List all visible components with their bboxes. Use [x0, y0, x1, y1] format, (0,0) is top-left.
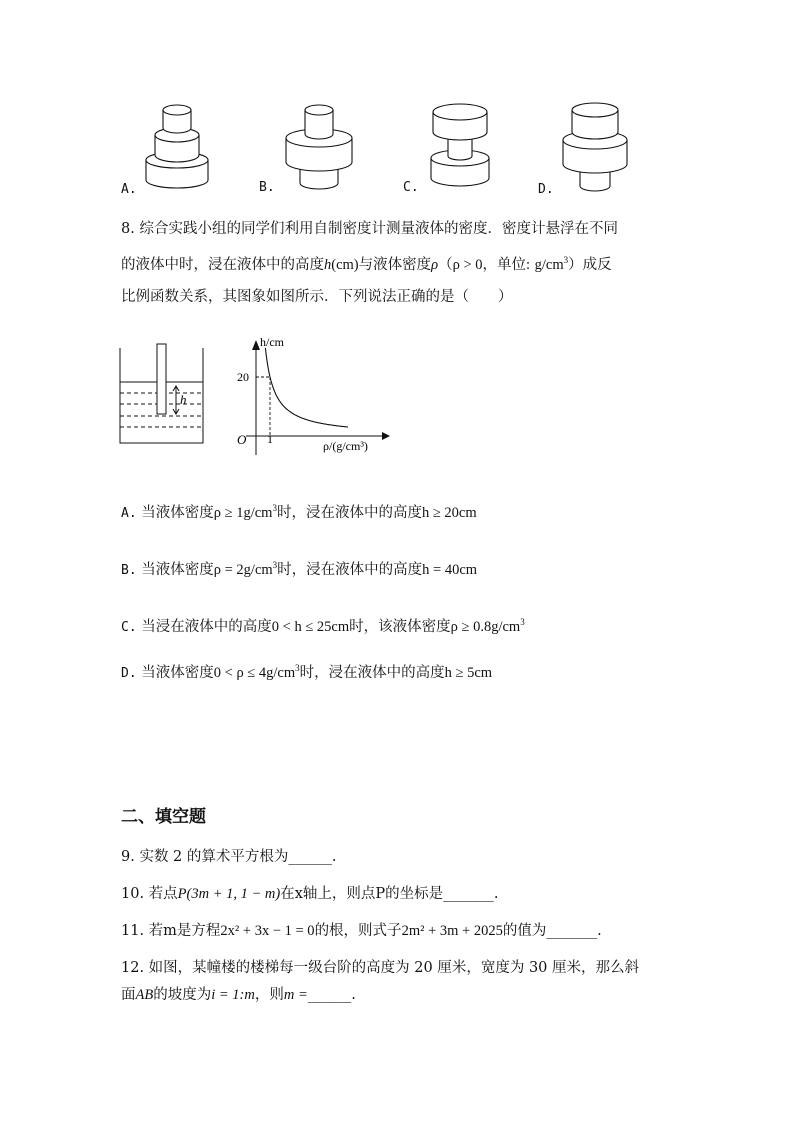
container-h-label: h	[180, 392, 187, 407]
y-axis-label: h/cm	[260, 335, 284, 349]
q10-blank: _______	[443, 886, 494, 902]
option-d-solid	[563, 103, 627, 191]
option-b-solid	[286, 105, 352, 189]
q8-option-c: C. 当浸在液体中的高度0 < h ≤ 25cm时，该液体密度$\rho \ge 0.8g/cm^3$	[121, 617, 525, 635]
q8-figure	[110, 330, 400, 460]
q11-blank: _______	[546, 923, 598, 939]
q11: 11. 若m是方程2x² + 3x − 1 = 0的根，则式子2m² + 3m + 2025的值为_______.	[121, 923, 602, 939]
q10: 10. 若点P(3m + 1, 1 − m)在x轴上，则点P的坐标是_______.	[121, 886, 499, 902]
x-axis-arrow	[382, 432, 390, 440]
q7-figures	[0, 0, 794, 200]
section-heading: 二、填空题	[121, 807, 206, 827]
q7-option-d-label: D.	[538, 182, 554, 197]
q8-option-d: D. 当液体密度$0 < \rho \le 4g/cm^3$时，浸在液体中的高度h ≥ 5cm	[121, 663, 493, 681]
container-diagram	[120, 344, 203, 443]
q8-option-b: B. 当液体密度$\rho = 2g/cm^3$时，浸在液体中的高度h = 40cm	[121, 560, 478, 578]
hyperbola-curve	[265, 348, 348, 427]
option-a-solid	[146, 105, 208, 188]
q8-line-3: 比例函数关系，其图象如图所示．下列说法正确的是（ ）	[121, 289, 513, 305]
q12-line-2: 面AB的坡度为i = 1:m，则m =______.	[121, 987, 356, 1003]
q7-option-b-label: B.	[259, 180, 275, 195]
q12-blank: ______	[307, 987, 352, 1003]
q8-option-a: A. 当液体密度$\rho \ge 1g/cm^3$时，浸在液体中的高度h ≥ 20cm	[121, 503, 477, 521]
y-axis-arrow	[252, 340, 260, 350]
q7-option-a-label: A.	[121, 182, 137, 197]
x-axis-label: ρ/(g/cm³)	[323, 439, 368, 453]
q8-line-1: 8. 综合实践小组的同学们利用自制密度计测量液体的密度．密度计悬浮在不同	[121, 221, 618, 237]
q9: 9. 实数 2 的算术平方根为______.	[121, 849, 337, 865]
y-tick-20: 20	[237, 370, 249, 384]
option-c-solid	[431, 104, 489, 186]
q8-line-2: 的液体中时，浸在液体中的高度h(cm)与液体密度ρ（ρ > 0，单位: $g/cm^3$）成反	[121, 255, 612, 273]
q12-line-1: 12. 如图，某幢楼的楼梯每一级台阶的高度为 20 厘米，宽度为 30 厘米，那么斜	[121, 960, 640, 976]
origin-label: O	[237, 432, 247, 447]
q7-option-c-label: C.	[403, 180, 419, 195]
q9-blank: ______	[288, 849, 332, 865]
x-tick-1: 1	[267, 432, 273, 446]
reciprocal-graph	[237, 335, 390, 455]
